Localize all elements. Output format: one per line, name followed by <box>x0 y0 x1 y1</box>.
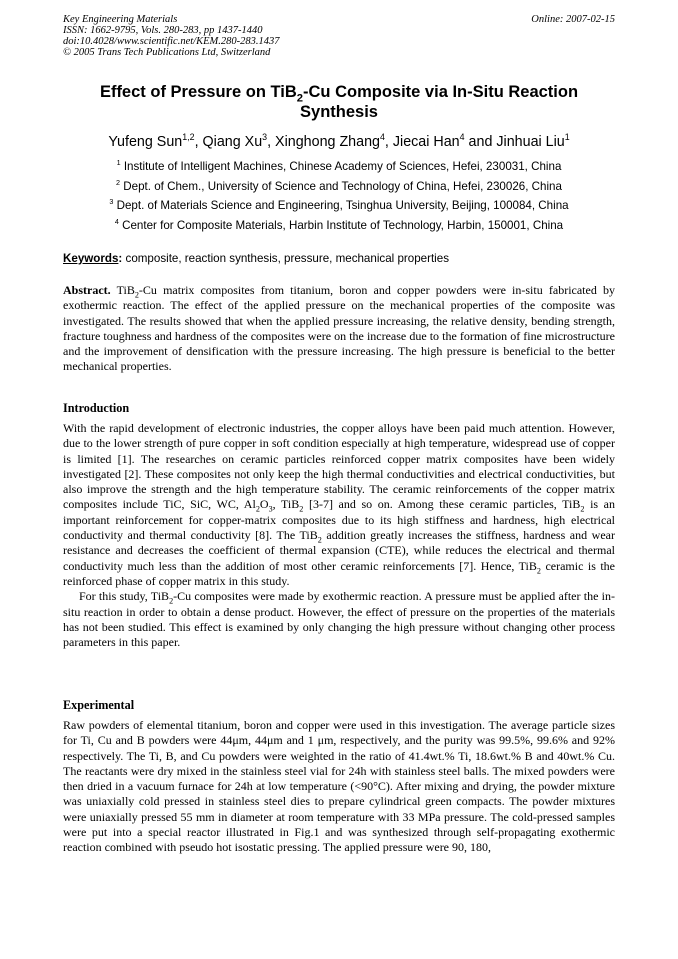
affiliation: $^1$ Institute of Intelligent Machines, Chinese Academy of Sciences, Hefei, 230031, China <box>116 158 562 173</box>
author: Jiecai Han$^4$ and <box>392 132 497 150</box>
abstract: Abstract. TiB$_2$-Cu matrix composites from titanium, boron and copper powders were in-situ fabricated by exothermic reaction. The effect of the applied pressure on the mechanical properties of the composite was investigated. The results showed that when the applied pressure increasing, the relative density, bending strength, fracture toughness and hardness of the composites were on the increase due to the formation of fine microstructure and the improvement of densification with the pressure increasing. The high pressure is beneficial to the better mechanical properties. <box>63 283 615 374</box>
introduction-heading: Introduction <box>63 401 130 415</box>
journal-header <box>63 14 615 58</box>
keywords-text: composite, reaction synthesis, pressure, mechanical properties <box>122 252 450 265</box>
affiliation: $^2$ Dept. of Chem., University of Science and Technology of China, Hefei, 230026, China <box>116 177 562 193</box>
keywords-label: Keywords <box>63 252 119 265</box>
abstract-label: Abstract. <box>63 283 111 297</box>
experimental-heading: Experimental <box>63 698 135 712</box>
paper-title: Effect of Pressure on TiB$_2$-Cu Composite via In-Situ Reaction Synthesis <box>99 83 579 121</box>
author-list <box>60 133 618 151</box>
introduction-body <box>63 421 615 650</box>
affiliation: $^3$ Dept. of Materials Science and Engineering, Tsinghua University, Beijing, 100084, China <box>109 197 569 212</box>
copyright-line: © 2005 Trans Tech Publications Ltd, Switzerland <box>63 47 271 58</box>
doi-link[interactable]: doi:10.4028/www.scientific.net/KEM.280-283.1437 <box>63 36 280 47</box>
paragraph: For this study, TiB$_2$-Cu composites were made by exothermic reaction. A pressure must be applied after the in-situ reaction in order to obtain a dense product. However, the effect of pressure on the properties of the materials has not been studied. This effect is examined by only changing the high pressure without changing other process parameters in this paper. <box>63 589 616 650</box>
experimental-body <box>63 718 615 856</box>
affiliation: $^4$ Center for Composite Materials, Harbin Institute of Technology, Harbin, 150001, China <box>114 216 564 232</box>
author: Yufeng Sun$^{1,2}$, <box>108 132 203 150</box>
journal-name: Key Engineering Materials <box>63 14 178 25</box>
paragraph: Raw powders of elemental titanium, boron and copper were used in this investigation. The average particle sizes for Ti, Cu and B powders were 44μm, 44μm and 1 μm, respectively, and the purity was 99.5%, 99.6% and 92% respectively. The Ti, B, and Cu powders were weighted in the ratio of 41.4wt.% Ti, 18.6wt.% B and 40wt.% Cu. The reactants were dry mixed in the stainless steel vial for 24h with stainless steel balls. The mixed powders were then dried in a vacuum furnace for 24h at low temperature (<90°C). After mixing and drying, the powder mixture was uniaxially cold pressed in stainless steel dies to prepare cylindrical green compacts. The powder mixtures were uniaxially pressed 55 mm in diameter at room temperature with 33 MPa pressure. The cold-pressed samples were put into a special reactor illustrated in Fig.1 and was synthesized through self-propagating exothermic reaction combined with pseudo hot isostatic pressing. The applied pressure were 90, 180, <box>63 718 615 855</box>
online-date: Online: 2007-02-15 <box>531 14 615 25</box>
author: Qiang Xu$^3$, <box>202 132 276 150</box>
keywords: Keywords: composite, reaction synthesis, pressure, mechanical properties <box>63 252 450 265</box>
author: Xinghong Zhang$^4$, <box>275 132 393 150</box>
issn-line: ISSN: 1662-9795, Vols. 280-283, pp 1437-1440 <box>63 25 263 36</box>
author: Jinhuai Liu$^1$ <box>496 132 570 150</box>
affiliation-list <box>60 157 618 235</box>
paragraph: With the rapid development of electronic industries, the copper alloys have been paid much attention. However, due to the lower strength of pure copper in soft condition especially at high temperature, widespread use of copper is limited [1]. The researches on ceramic particles reinforced copper matrix composites have been widely investigated [2]. These composites not only keep the high thermal conductivities and electrical conductivities, but also improve the strength and the high temperature stability. The ceramic reinforcements of the copper matrix composites include TiC, SiC, WC, $Al_2O_3$, TiB$_2$ [3-7] and so on. Among these ceramic particles, TiB$_2$ is an important reinforcement for copper-matrix composites due to its high stiffness and hardness, high electrical conductivity and thermal conductivity [8]. The TiB$_2$ addition greatly increases the stiffness, hardness and wear resistance and decreases the coefficient of thermal expansion (CTE), while reduces the electrical and thermal conductivity much less than the addition of most other ceramic reinforcements [7]. Hence, TiB$_2$ ceramic is the reinforced phase of copper matrix in this study. <box>63 421 616 588</box>
